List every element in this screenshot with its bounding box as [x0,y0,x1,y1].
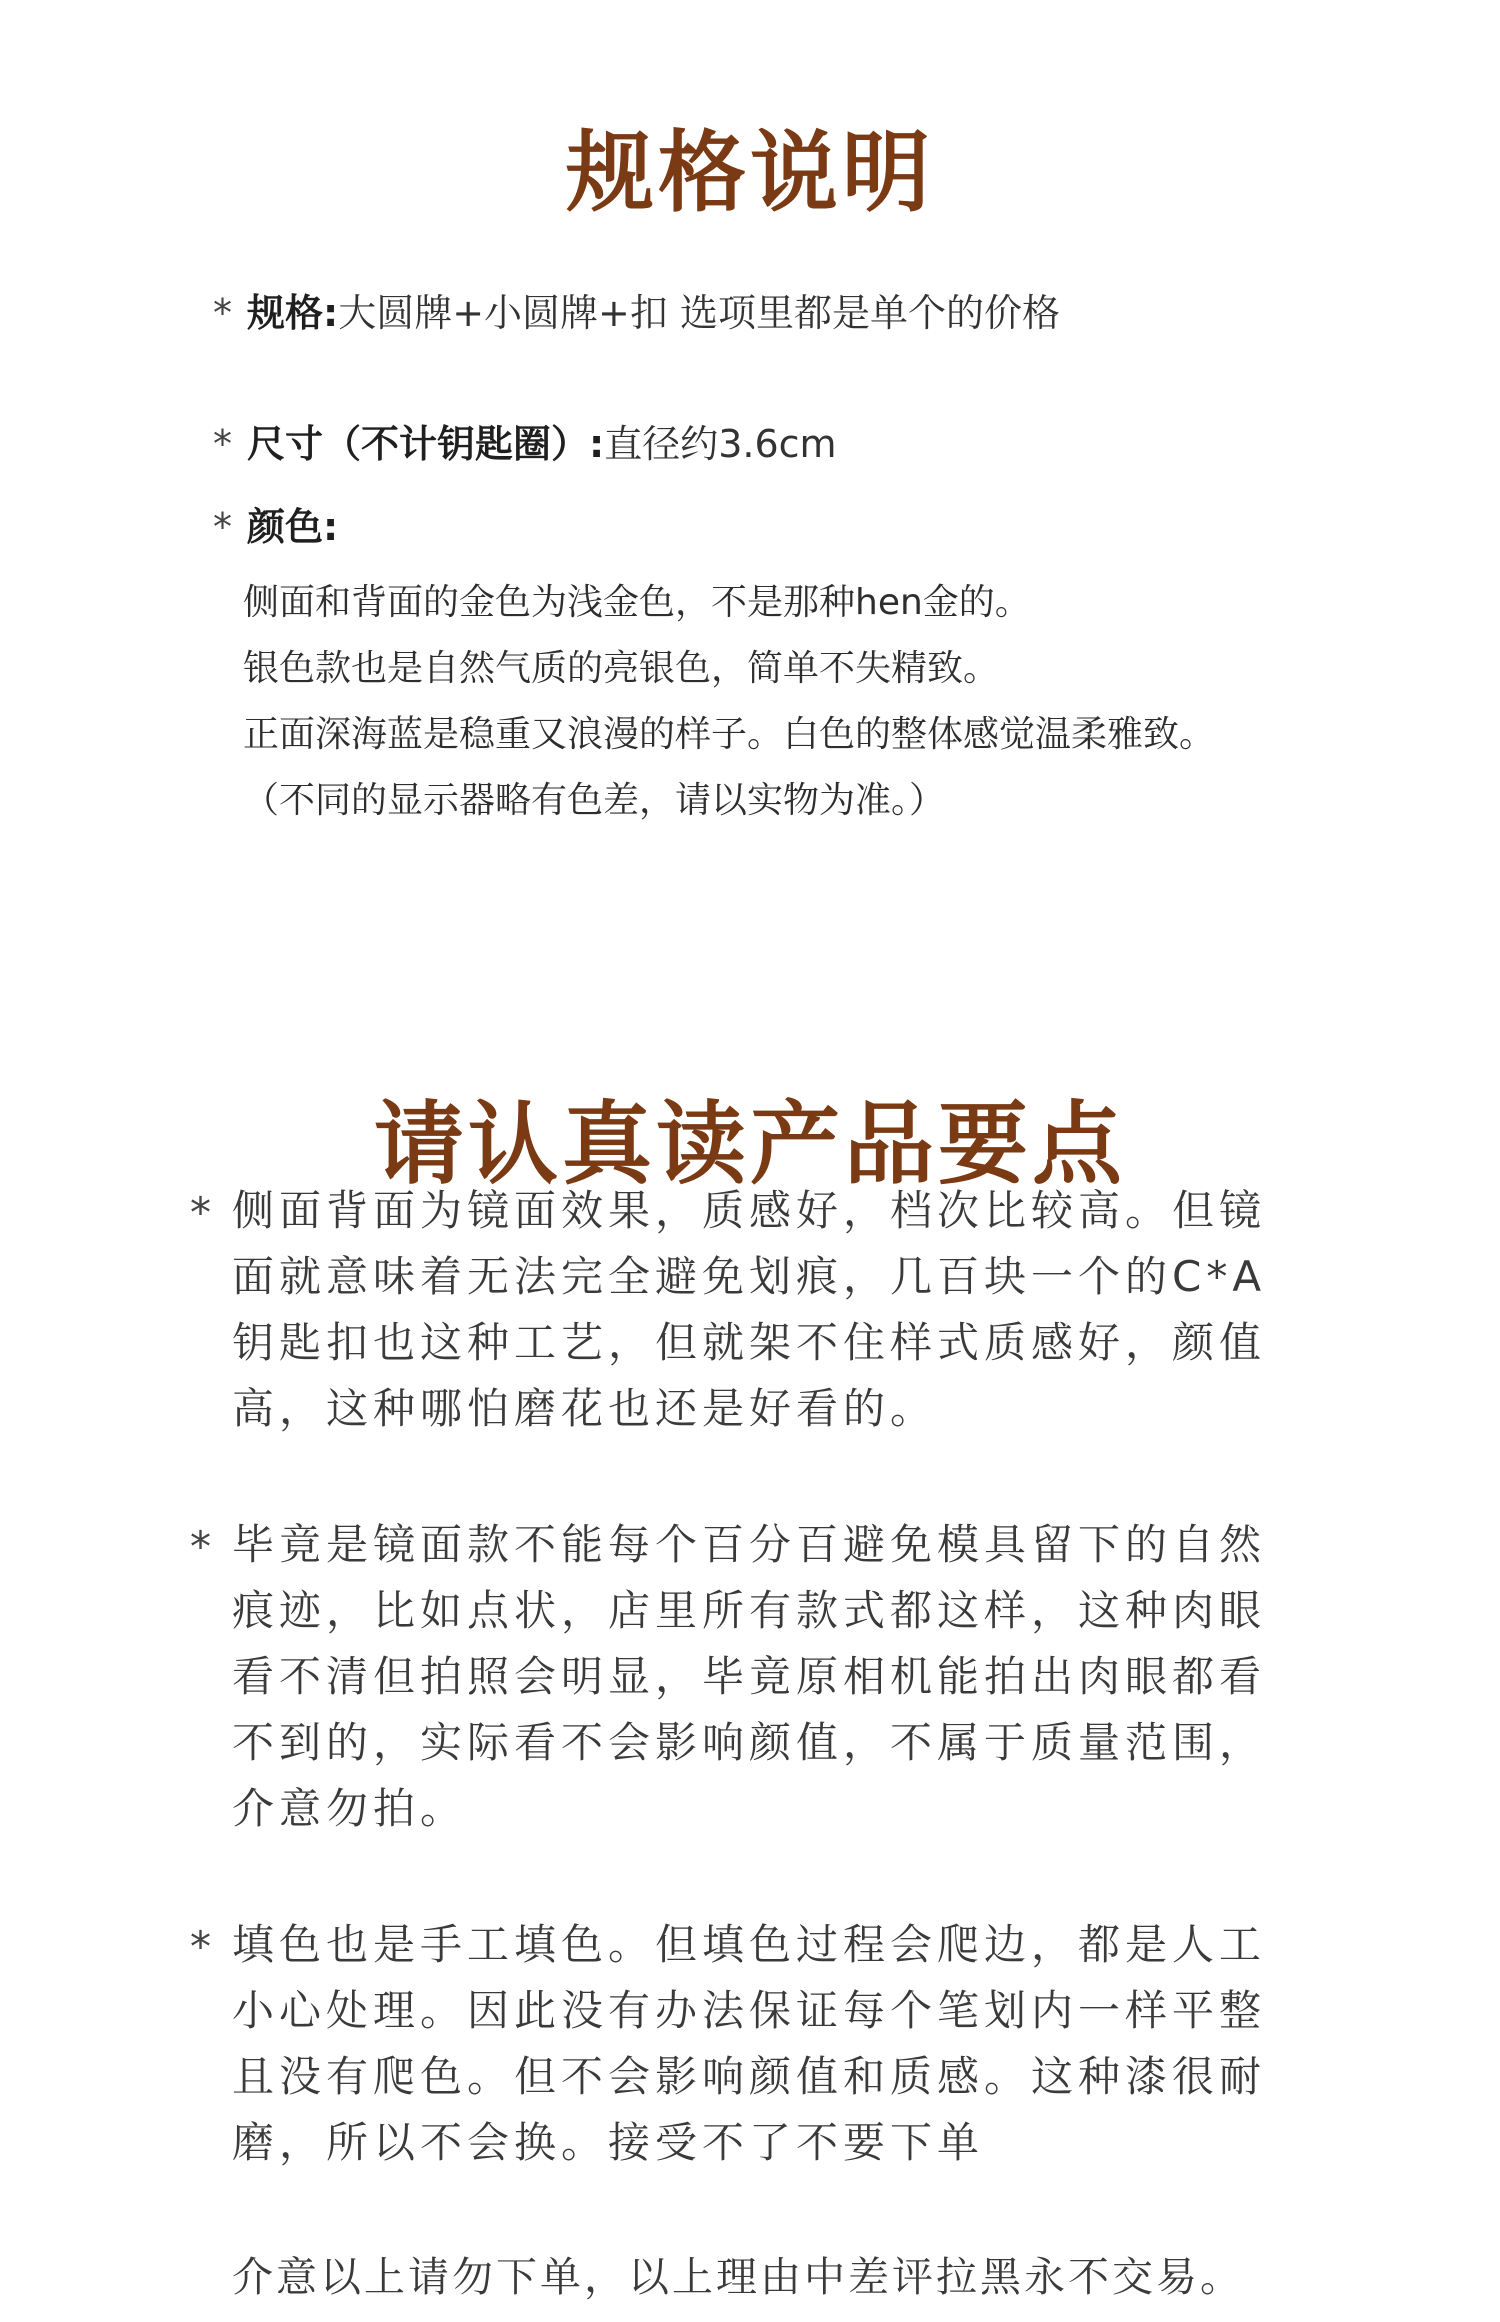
spec-line-color [213,502,338,552]
bullet-star: * [213,505,232,549]
product-point [190,1912,1310,2176]
spec-line-size [213,419,837,469]
spec-format-label: 规格: [247,291,339,335]
product-point [190,1178,1310,1442]
color-description [243,570,1215,834]
color-description-line: 银色款也是自然气质的亮银色，简单不失精致。 [243,648,1000,689]
bullet-star: * [190,1188,211,1237]
spec-color-label: 颜色: [247,505,339,549]
spec-line-format [213,288,1060,338]
product-point [190,1512,1310,1842]
color-description-line: 侧面和背面的金色为浅金色，不是那种hen金的。 [243,582,1031,623]
bullet-star: * [213,291,232,335]
color-description-line: （不同的显示器略有色差，请以实物为准。） [243,780,946,821]
points-title: 请认真读产品要点 [374,1090,1126,1197]
spec-format-value: 大圆牌+小圆牌+扣 选项里都是单个的价格 [338,291,1060,335]
product-point-text: 侧面背面为镜面效果，质感好，档次比较高。但镜面就意味着无法完全避免划痕，几百块一个的C*A钥匙扣也这种工艺，但就架不住样式质感好，颜值高，这种哪怕磨花也还是好看的。 [232,1186,1267,1433]
color-description-line: 正面深海蓝是稳重又浪漫的样子。白色的整体感觉温柔雅致。 [243,714,1216,755]
bullet-star: * [213,422,232,466]
spec-size-label: 尺寸（不计钥匙圈）: [247,422,605,466]
bullet-star: * [190,1522,211,1571]
product-point-text: 填色也是手工填色。但填色过程会爬边，都是人工小心处理。因此没有办法保证每个笔划内一样平整且没有爬色。但不会影响颜值和质感。这种漆很耐磨，所以不会换。接受不了不要下单 [232,1920,1267,2167]
specs-title: 规格说明 [565,119,934,224]
bullet-star: * [190,1922,211,1971]
product-point-text: 毕竟是镜面款不能每个百分百避免模具留下的自然痕迹，比如点状，店里所有款式都这样，这种肉眼看不清但拍照会明显，毕竟原相机能拍出肉眼都看不到的，实际看不会影响颜值，不属于质量范围，介意勿拍。 [232,1520,1267,1833]
purchase-notice: 介意以上请勿下单，以上理由中差评拉黑永不交易。 [232,2253,1244,2301]
spec-size-value: 直径约3.6cm [604,422,837,466]
